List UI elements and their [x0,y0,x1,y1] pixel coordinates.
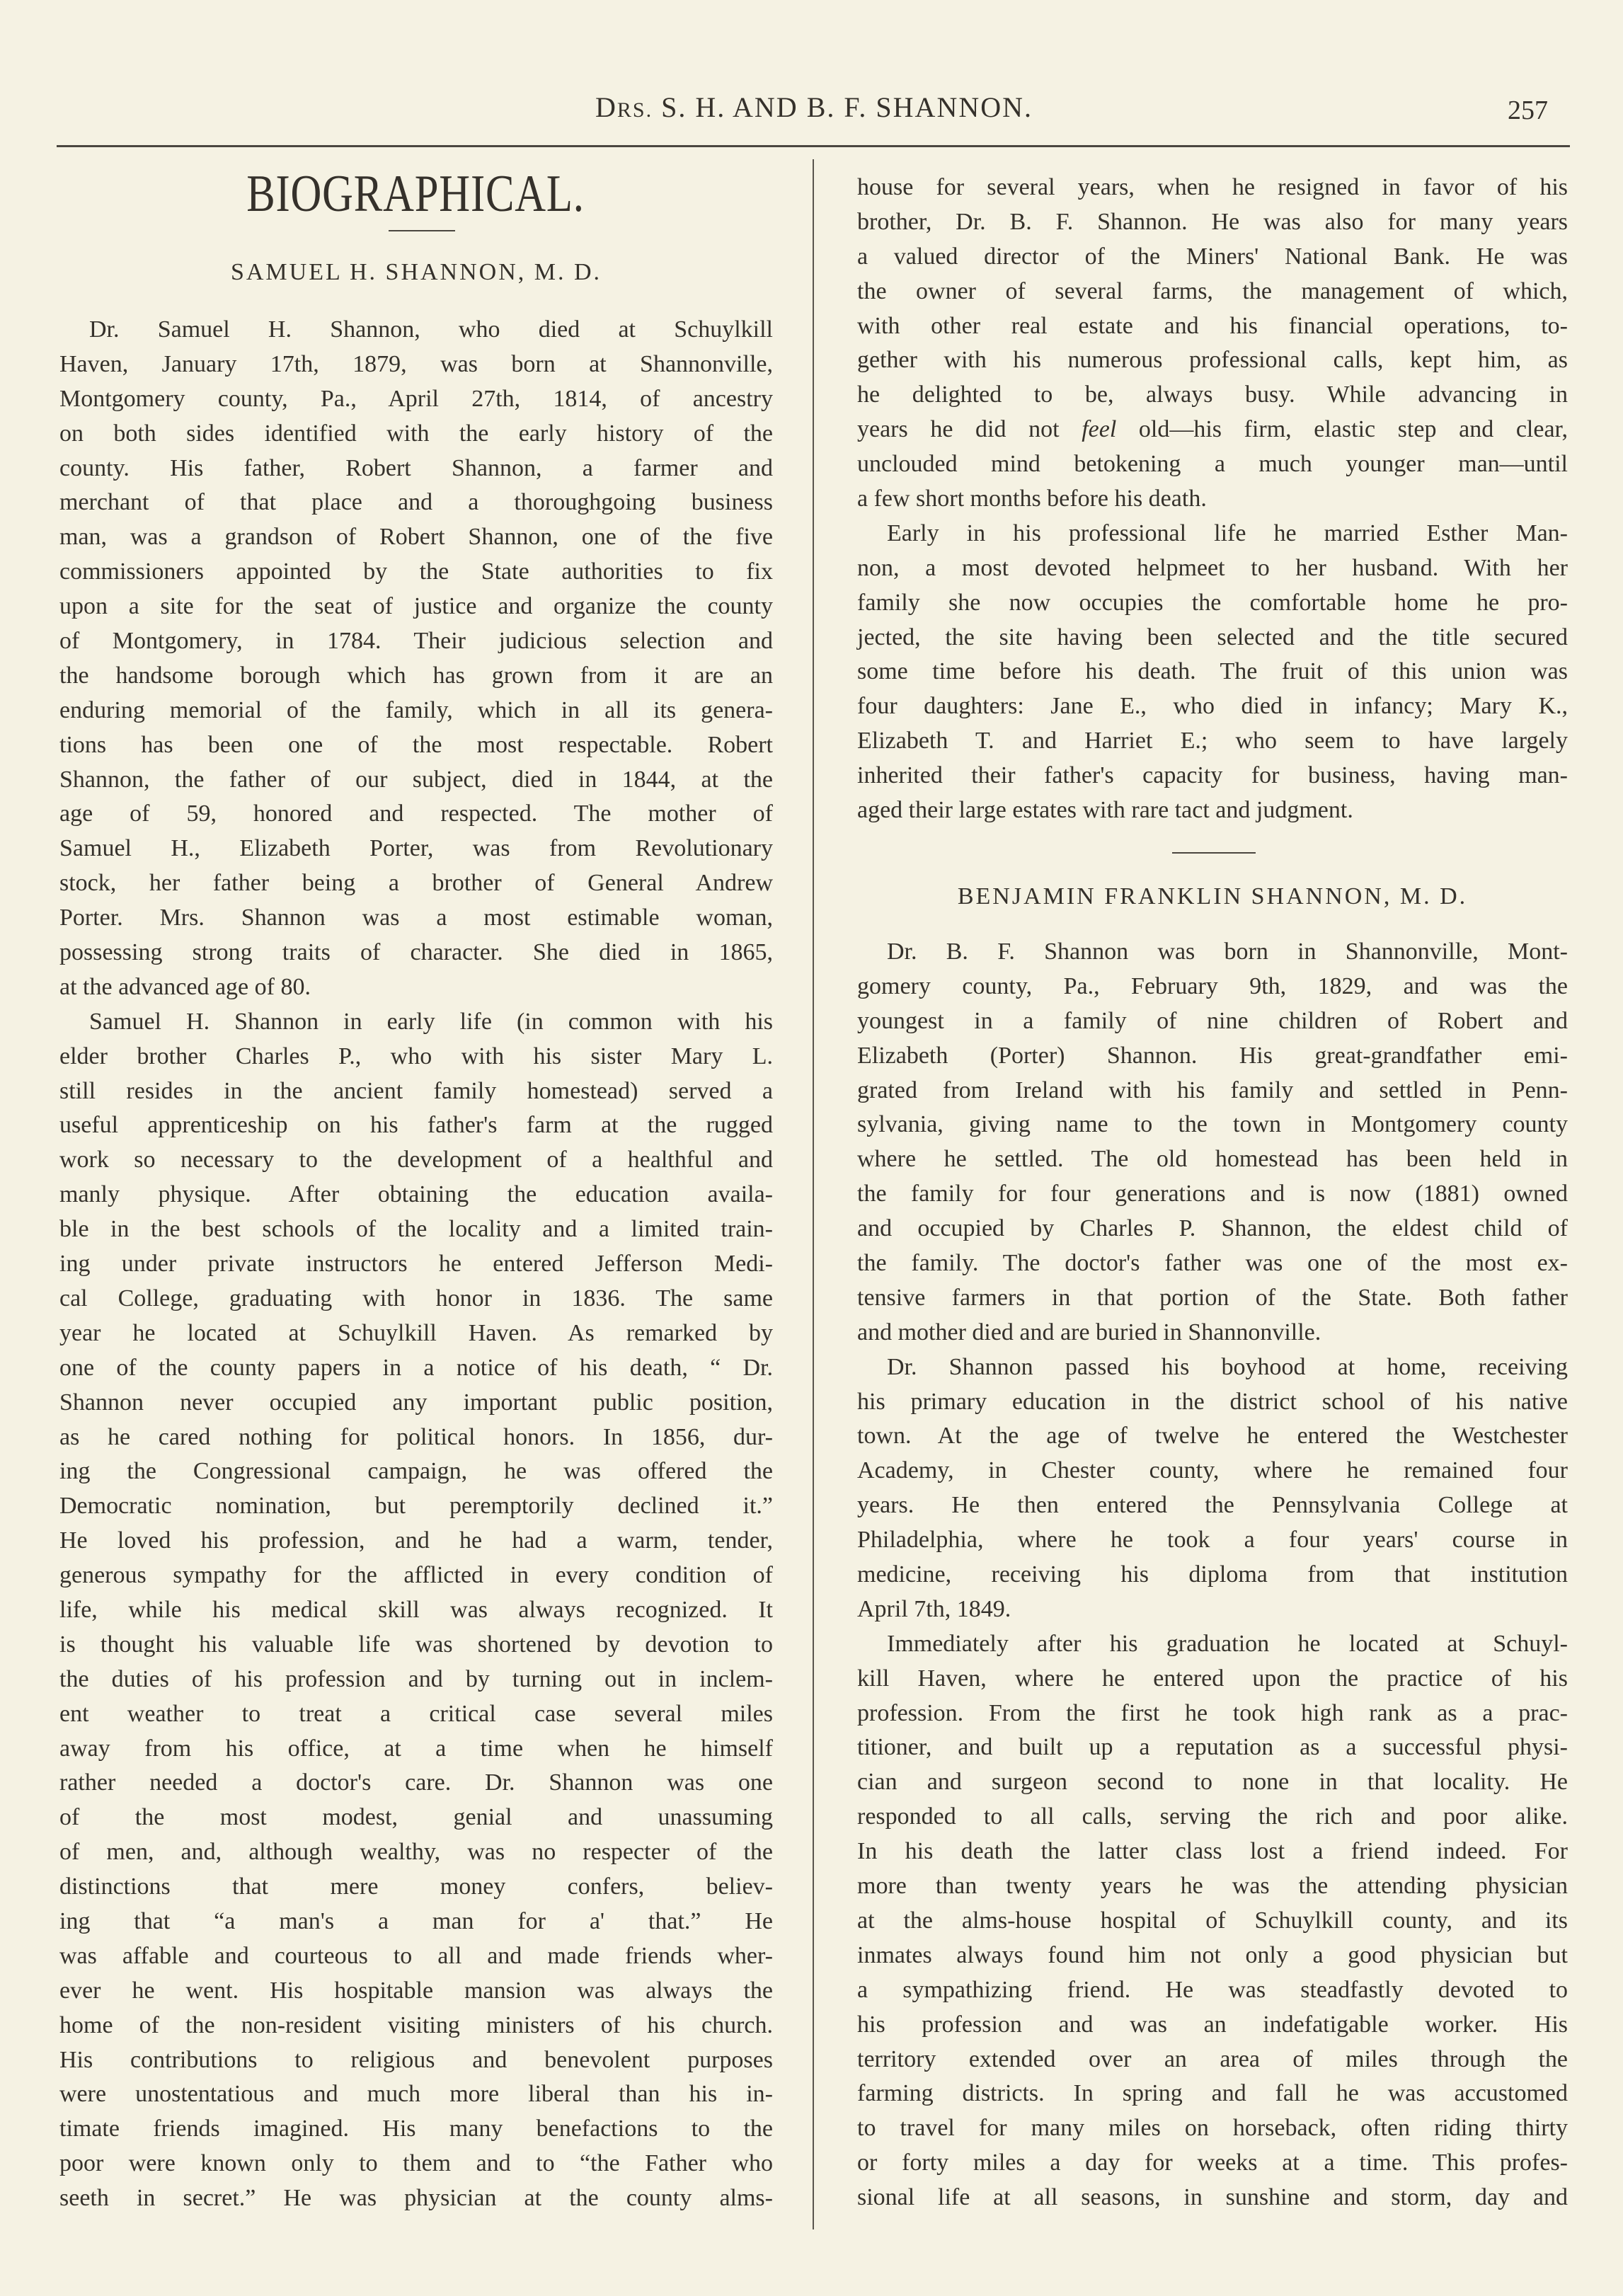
benjamin-heading: BENJAMIN FRANKLIN SHANNON, M. D. [957,883,1468,909]
text-line: Elizabeth (Porter) Shannon. His great-grandfather emi- [857,1042,1568,1069]
text-line: His contributions to religious and benevolent purposes [59,2046,773,2073]
text-line: In his death the latter class lost a friend indeed. For [857,1838,1568,1865]
section-rule [1172,852,1256,854]
text-line: cal College, graduating with honor in 1836. The same [59,1285,773,1311]
running-head [0,91,1623,124]
text-line: still resides in the ancient family homestead) served a [59,1077,773,1104]
right-column-text-top [857,171,1568,828]
left-column-text [59,313,773,2216]
text-line: away from his office, at a time when he himself [59,1735,773,1762]
text-line: titioner, and built up a reputation as a successful physi- [857,1734,1568,1761]
text-line: timate friends imagined. His many benefactions to the [59,2116,773,2142]
text-line: Philadelphia, where he took a four years' course in [857,1527,1568,1554]
text-line: four daughters: Jane E., who died in infancy; Mary K., [857,693,1568,720]
text-line: of the most modest, genial and unassuming [59,1804,773,1831]
text-line: Academy, in Chester county, where he remained four [857,1457,1568,1484]
text-line: medicine, receiving his diploma from that institution [857,1561,1568,1588]
running-head-smallcaps: RS. [616,98,653,122]
text-line: profession. From the first he took high rank as a prac- [857,1699,1568,1726]
column-divider [813,159,814,2229]
text-line: aged their large estates with rare tact and judgment. [857,797,1353,824]
text-line: Montgomery county, Pa., April 27th, 1814, of ancestry [59,385,773,412]
text-line: a valued director of the Miners' National Bank. He was [857,243,1568,270]
text-line: house for several years, when he resigned in favor of his [857,174,1568,200]
text-line: non, a most devoted helpmeet to her husband. With her [857,554,1568,581]
text-line: man, was a grandson of Robert Shannon, one of the five [59,524,773,551]
text-line: rather needed a doctor's care. Dr. Shannon was one [59,1769,773,1796]
text-line: years he did not feel old—his firm, elastic step and clear, [857,416,1568,443]
text-line: Early in his professional life he married Esther Man- [887,520,1568,546]
text-line: possessing strong traits of character. She died in 1865, [59,939,773,966]
text-line: Porter. Mrs. Shannon was a most estimable woman, [59,905,773,931]
text-line: the family for four generations and is now (1881) owned [857,1181,1568,1207]
page-number: 257 [1508,96,1548,125]
running-head-initial: D [595,91,617,123]
text-line: tions has been one of the most respectable. Robert [59,731,773,758]
text-line: gether with his numerous professional calls, kept him, as [857,347,1568,374]
text-line: seeth in secret.” He was physician at the county alms- [59,2185,773,2212]
text-line: one of the county papers in a notice of his death, “ Dr. [59,1354,773,1381]
text-line: he delighted to be, always busy. While advancing in [857,381,1568,408]
text-line: distinctions that mere money confers, believ- [59,1873,773,1900]
text-line: Dr. Samuel H. Shannon, who died at Schuylkill [89,316,773,343]
text-line: elder brother Charles P., who with his sister Mary L. [59,1043,773,1069]
text-line: and mother died and are buried in Shannonville. [857,1319,1321,1345]
text-line: at the alms-house hospital of Schuylkill county, and its [857,1907,1568,1934]
text-line: Immediately after his graduation he located at Schuyl- [887,1630,1568,1657]
text-line: stock, her father being a brother of General Andrew [59,870,773,897]
text-line: years. He then entered the Pennsylvania College at [857,1492,1568,1519]
text-line: merchant of that place and a thoroughgoing business [59,489,773,516]
text-line: with other real estate and his financial operations, to- [857,312,1568,339]
text-line: were unostentatious and much more liberal than his in- [59,2081,773,2108]
text-line: unclouded mind betokening a much younger man—until [857,451,1568,478]
text-line: ing that “a man's a man for a' that.” He [59,1907,773,1934]
text-line: some time before his death. The fruit of this union was [857,658,1568,685]
text-line: poor were known only to them and to “the Father who [59,2150,773,2177]
text-line: ble in the best schools of the locality and a limited train- [59,1216,773,1243]
text-line: useful apprenticeship on his father's farm at the rugged [59,1112,773,1139]
text-line: Haven, January 17th, 1879, was born at Shannonville, [59,350,773,377]
title-rule [389,230,455,231]
right-column-text-bottom [857,935,1568,2215]
text-line: and occupied by Charles P. Shannon, the eldest child of [857,1215,1568,1242]
text-line: generous sympathy for the afflicted in every condition of [59,1562,773,1589]
text-line: the owner of several farms, the management of which, [857,277,1568,304]
text-line: gomery county, Pa., February 9th, 1829, and was the [857,972,1568,999]
text-line: ing under private instructors he entered Jefferson Medi- [59,1251,773,1278]
text-line: family she now occupies the comfortable home he pro- [857,589,1568,616]
text-line: youngest in a family of nine children of Robert and [857,1007,1568,1034]
text-line: territory extended over an area of miles through the [857,2045,1568,2072]
text-line: more than twenty years he was the attending physician [857,1873,1568,1900]
text-line: Elizabeth T. and Harriet E.; who seem to have largely [857,728,1568,754]
text-line: a few short months before his death. [857,486,1207,512]
text-line: the handsome borough which has grown from it are an [59,662,773,689]
text-line: work so necessary to the development of a healthful and [59,1147,773,1173]
text-line: life, while his medical skill was always recognized. It [59,1596,773,1623]
running-head-text: S. H. AND B. F. SHANNON. [653,91,1033,123]
text-line: Shannon, the father of our subject, died in 1844, at the [59,766,773,793]
text-line: jected, the site having been selected and the title secured [857,624,1568,650]
text-line: He loved his profession, and he had a warm, tender, [59,1527,773,1554]
text-line: farming districts. In spring and fall he was accustomed [857,2080,1568,2107]
text-line: where he settled. The old homestead has been held in [857,1146,1568,1173]
text-line: was affable and courteous to all and made friends wher- [59,1942,773,1969]
text-line: cian and surgeon second to none in that locality. He [857,1769,1568,1796]
text-line: year he located at Schuylkill Haven. As remarked by [59,1319,773,1346]
text-line: a sympathizing friend. He was steadfastly devoted to [857,1976,1568,2003]
text-line: of Montgomery, in 1784. Their judicious selection and [59,628,773,655]
text-line: sional life at all seasons, in sunshine and storm, day and [857,2184,1568,2211]
text-line: of men, and, although wealthy, was no respecter of the [59,1839,773,1866]
text-line: Shannon never occupied any important public position, [59,1389,773,1416]
text-line: ent weather to treat a critical case several miles [59,1700,773,1727]
text-line: his primary education in the district school of his native [857,1388,1568,1415]
text-line: inmates always found him not only a good physician but [857,1941,1568,1968]
text-line: Dr. B. F. Shannon was born in Shannonville, Mont- [887,939,1568,965]
samuel-heading: SAMUEL H. SHANNON, M. D. [230,259,602,285]
text-line: the family. The doctor's father was one of the most ex- [857,1250,1568,1277]
text-line: sylvania, giving name to the town in Montgomery county [857,1111,1568,1138]
section-title: BIOGRAPHICAL. [246,165,585,223]
text-line: Dr. Shannon passed his boyhood at home, receiving [887,1353,1568,1380]
text-line: April 7th, 1849. [857,1595,1011,1622]
text-line: the duties of his profession and by turning out in inclem- [59,1665,773,1692]
text-line: upon a site for the seat of justice and organize the county [59,593,773,620]
text-line: Samuel H. Shannon in early life (in common with his [89,1008,773,1035]
text-line: enduring memorial of the family, which in all its genera- [59,696,773,723]
header-rule [57,145,1570,147]
text-line: responded to all calls, serving the rich and poor alike. [857,1803,1568,1830]
text-line: grated from Ireland with his family and settled in Penn- [857,1077,1568,1103]
text-line: home of the non-resident visiting ministers of his church. [59,2011,773,2038]
text-line: age of 59, honored and respected. The mother of [59,800,773,827]
text-line: Samuel H., Elizabeth Porter, was from Revolutionary [59,835,773,862]
text-line: ever he went. His hospitable mansion was always the [59,1977,773,2004]
text-line: his profession and was an indefatigable worker. His [857,2011,1568,2038]
text-line: town. At the age of twelve he entered the Westchester [857,1423,1568,1450]
text-line: kill Haven, where he entered upon the practice of his [857,1665,1568,1692]
text-line: Democratic nomination, but peremptorily declined it.” [59,1493,773,1520]
text-line: or forty miles a day for weeks at a time. This profes- [857,2149,1568,2176]
text-line: commissioners appointed by the State authorities to fix [59,558,773,585]
text-line: at the advanced age of 80. [59,973,311,1000]
text-line: ing the Congressional campaign, he was offered the [59,1458,773,1485]
text-line: brother, Dr. B. F. Shannon. He was also for many years [857,208,1568,235]
text-line: manly physique. After obtaining the education availa- [59,1181,773,1208]
text-line: to travel for many miles on horseback, often riding thirty [857,2115,1568,2142]
text-line: tensive farmers in that portion of the State. Both father [857,1284,1568,1311]
text-line: county. His father, Robert Shannon, a farmer and [59,454,773,481]
text-line: is thought his valuable life was shortened by devotion to [59,1631,773,1658]
text-line: as he cared nothing for political honors. In 1856, dur- [59,1423,773,1450]
text-line: inherited their father's capacity for business, having man- [857,762,1568,789]
text-line: on both sides identified with the early history of the [59,420,773,447]
